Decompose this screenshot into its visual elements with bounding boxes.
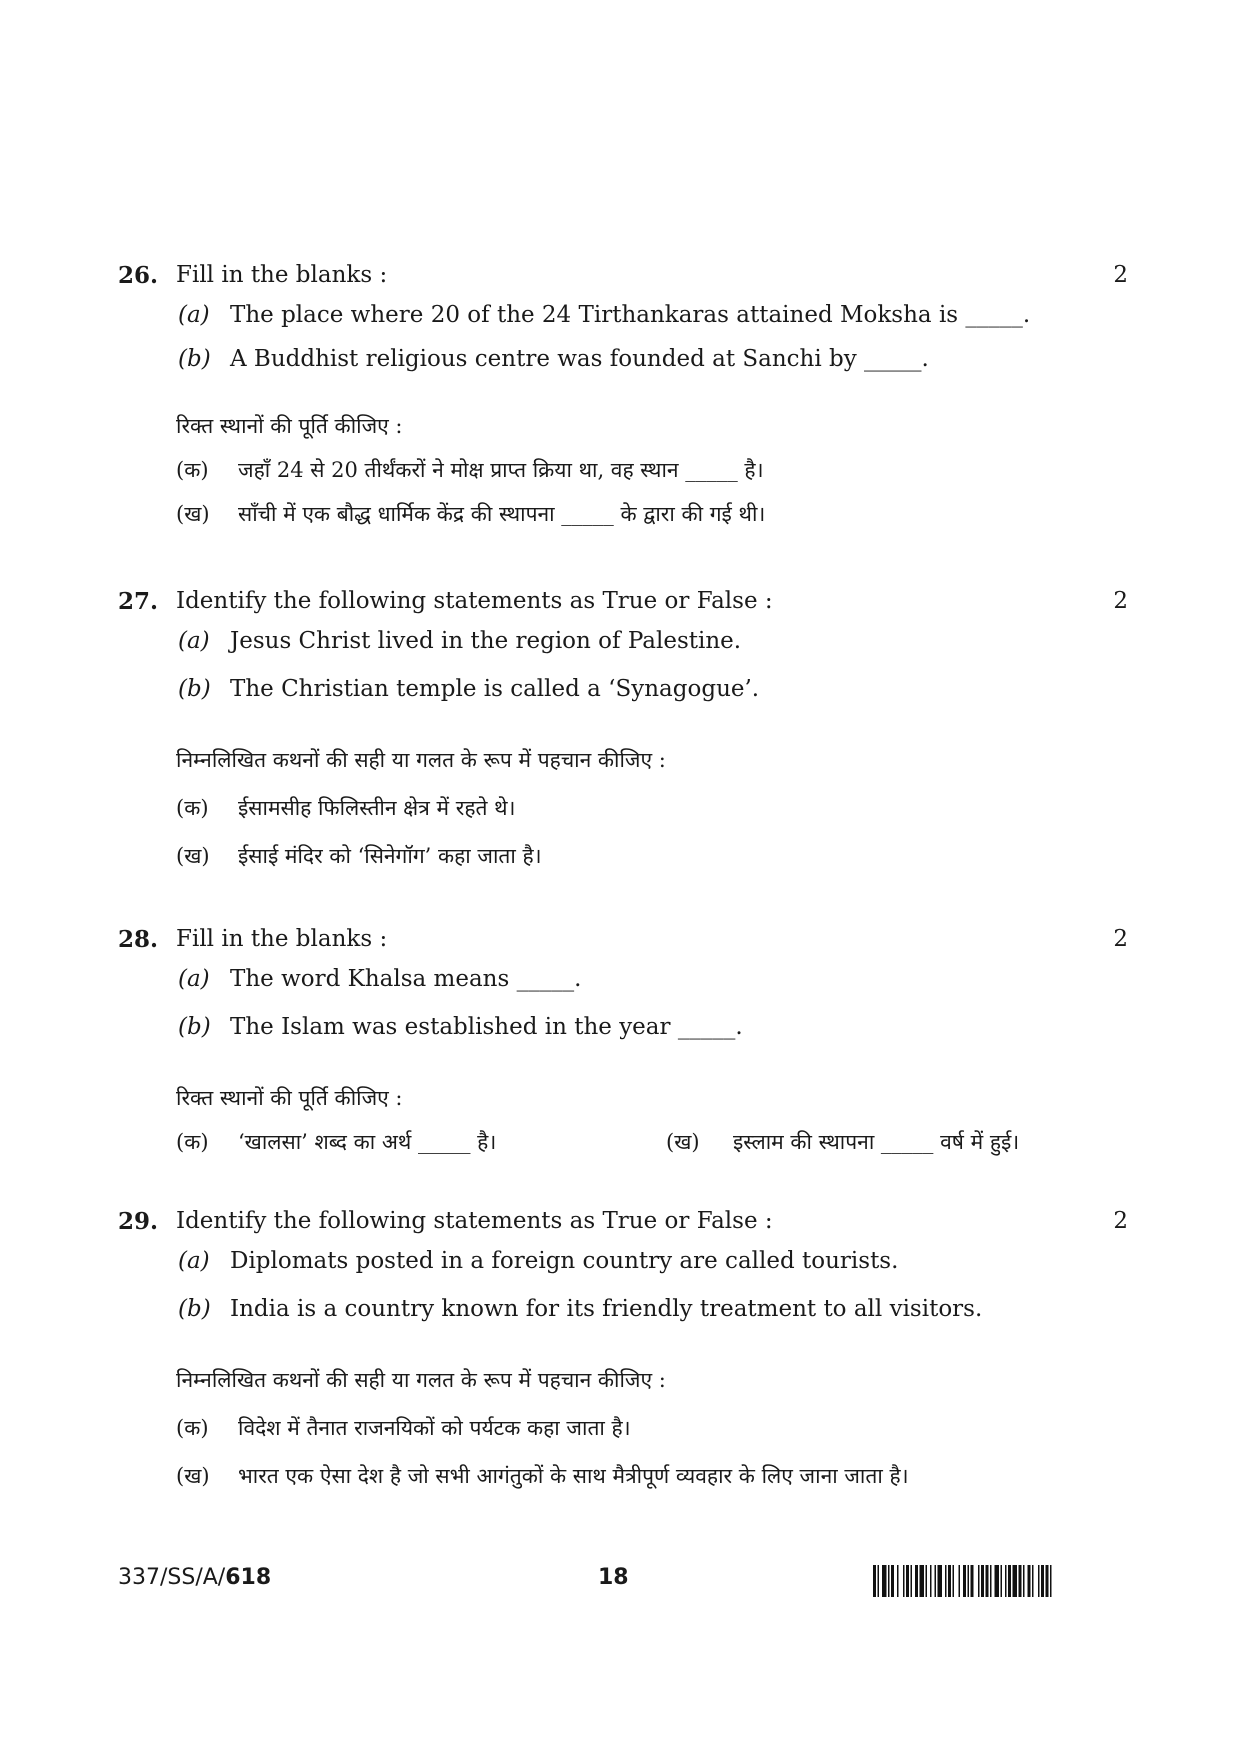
question-part bbox=[118, 346, 1128, 390]
hindi-part bbox=[118, 456, 1128, 500]
question-27 bbox=[118, 588, 1128, 890]
hindi-part-label: (ख) bbox=[176, 1464, 210, 1488]
question-marks: 2 bbox=[1113, 588, 1128, 614]
part-label: (b) bbox=[178, 676, 211, 702]
question-text: Identify the following statements as True or False : bbox=[176, 1208, 773, 1234]
hindi-heading: रिक्त स्थानों की पूर्ति कीजिए : bbox=[176, 414, 403, 438]
hindi-heading: रिक्त स्थानों की पूर्ति कीजिए : bbox=[176, 1086, 403, 1110]
hindi-part bbox=[118, 500, 1128, 544]
question-number: 28. bbox=[118, 926, 159, 953]
paper-code-prefix: 337/SS/A/ bbox=[118, 1565, 226, 1590]
part-text: Jesus Christ lived in the region of Palestine. bbox=[230, 628, 742, 654]
question-part bbox=[118, 1296, 1128, 1344]
hindi-part-text: विदेश में तैनात राजनयिकों को पर्यटक कहा जाता है। bbox=[238, 1416, 631, 1440]
part-label: (a) bbox=[178, 302, 210, 328]
hindi-part-text: ईसाई मंदिर को ‘सिनेगॉग’ कहा जाता है। bbox=[238, 844, 542, 868]
hindi-part-text: ईसामसीह फिलिस्तीन क्षेत्र में रहते थे। bbox=[238, 796, 516, 820]
part-text: Diplomats posted in a foreign country are called tourists. bbox=[230, 1248, 899, 1274]
paper-code-number: 618 bbox=[225, 1565, 272, 1590]
question-28 bbox=[118, 926, 1128, 1172]
part-label: (b) bbox=[178, 1296, 211, 1322]
question-29 bbox=[118, 1208, 1128, 1510]
hindi-part-label: (क) bbox=[176, 1130, 209, 1154]
hindi-part bbox=[118, 1462, 1128, 1510]
question-text: Fill in the blanks : bbox=[176, 926, 388, 952]
hindi-part-label: (ख) bbox=[176, 844, 210, 868]
question-part bbox=[118, 628, 1128, 676]
hindi-part bbox=[118, 1414, 1128, 1462]
hindi-part-label: (क) bbox=[176, 458, 209, 482]
question-26 bbox=[118, 262, 1128, 544]
hindi-heading: निम्नलिखित कथनों की सही या गलत के रूप में पहचान कीजिए : bbox=[176, 748, 666, 772]
hindi-part-text: ‘खालसा’ शब्द का अर्थ _____ है। bbox=[238, 1130, 497, 1154]
question-number: 29. bbox=[118, 1208, 159, 1235]
hindi-heading: निम्नलिखित कथनों की सही या गलत के रूप में पहचान कीजिए : bbox=[176, 1368, 666, 1392]
question-text: Identify the following statements as True or False : bbox=[176, 588, 773, 614]
part-label: (a) bbox=[178, 1248, 210, 1274]
hindi-part-label: (क) bbox=[176, 796, 209, 820]
part-text: The Christian temple is called a ‘Synagogue’. bbox=[230, 676, 760, 702]
hindi-part-text: भारत एक ऐसा देश है जो सभी आगंतुकों के साथ मैत्रीपूर्ण व्यवहार के लिए जाना जाता है। bbox=[238, 1464, 909, 1488]
hindi-part-label: (क) bbox=[176, 1416, 209, 1440]
page-number: 18 bbox=[598, 1565, 629, 1590]
hindi-part-text: जहाँ 24 से 20 तीर्थंकरों ने मोक्ष प्राप्त क्रिया था, वह स्थान _____ है। bbox=[238, 458, 764, 482]
question-part bbox=[118, 676, 1128, 724]
part-label: (b) bbox=[178, 1014, 211, 1040]
part-label: (a) bbox=[178, 628, 210, 654]
hindi-part-label: (ख) bbox=[666, 1130, 700, 1154]
part-text: India is a country known for its friendly treatment to all visitors. bbox=[230, 1296, 983, 1322]
question-part bbox=[118, 966, 1128, 1014]
page-footer bbox=[118, 1565, 1128, 1605]
barcode-icon bbox=[873, 1565, 1128, 1597]
part-label: (a) bbox=[178, 966, 210, 992]
hindi-part-row bbox=[118, 1128, 1128, 1172]
hindi-part-text: इस्लाम की स्थापना _____ वर्ष में हुई। bbox=[733, 1130, 1020, 1154]
question-part bbox=[118, 302, 1128, 346]
question-number: 27. bbox=[118, 588, 159, 615]
part-text: The Islam was established in the year _____. bbox=[230, 1014, 743, 1040]
question-text: Fill in the blanks : bbox=[176, 262, 388, 288]
question-marks: 2 bbox=[1113, 1208, 1128, 1234]
question-marks: 2 bbox=[1113, 926, 1128, 952]
part-text: A Buddhist religious centre was founded at Sanchi by _____. bbox=[230, 346, 929, 372]
question-number: 26. bbox=[118, 262, 159, 289]
hindi-part bbox=[118, 842, 1128, 890]
hindi-part-text: साँची में एक बौद्ध धार्मिक केंद्र की स्थापना _____ के द्वारा की गई थी। bbox=[238, 502, 766, 526]
part-text: The place where 20 of the 24 Tirthankaras attained Moksha is _____. bbox=[230, 302, 1031, 328]
question-marks: 2 bbox=[1113, 262, 1128, 288]
hindi-part bbox=[118, 794, 1128, 842]
paper-code bbox=[118, 1565, 271, 1590]
question-part bbox=[118, 1248, 1128, 1296]
part-label: (b) bbox=[178, 346, 211, 372]
hindi-part-label: (ख) bbox=[176, 502, 210, 526]
part-text: The word Khalsa means _____. bbox=[230, 966, 582, 992]
question-part bbox=[118, 1014, 1128, 1062]
